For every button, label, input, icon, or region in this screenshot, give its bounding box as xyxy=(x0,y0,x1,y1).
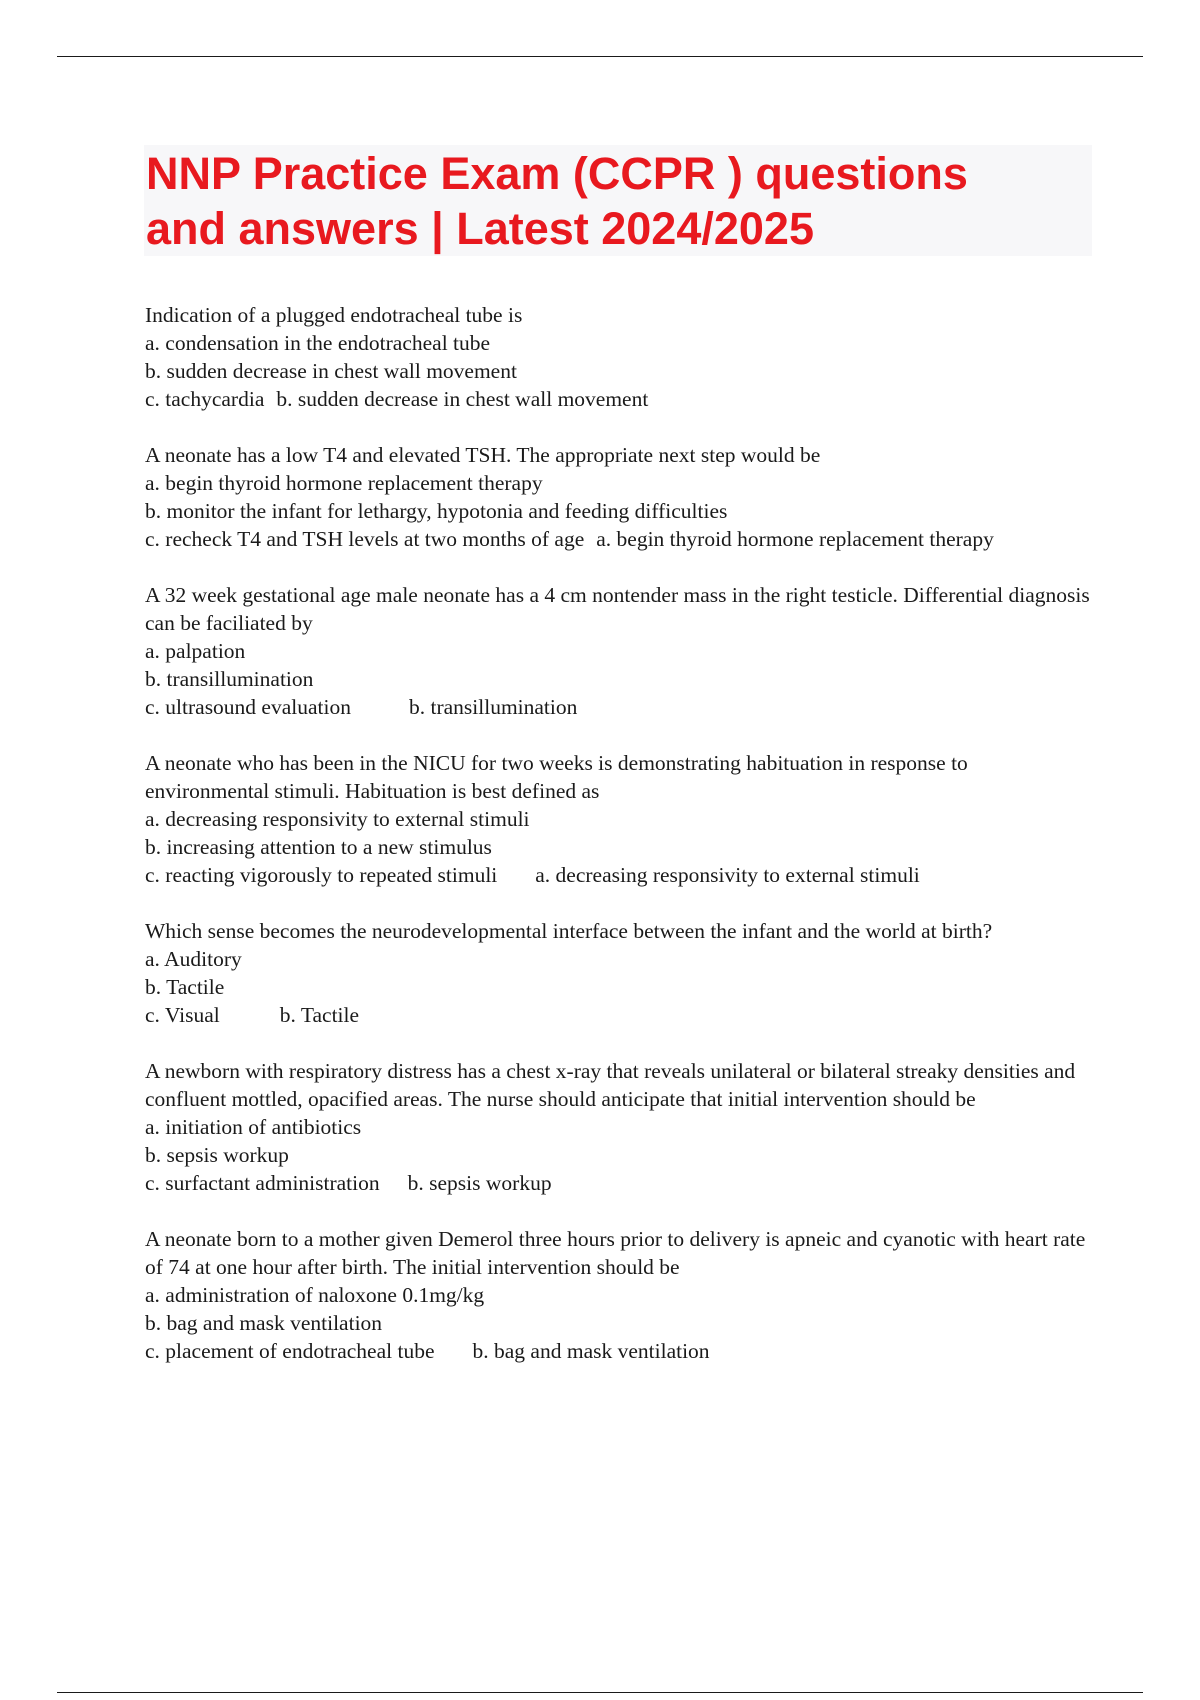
footer-rule xyxy=(57,1692,1143,1693)
question-text: A newborn with respiratory distress has a chest x-ray that reveals unilateral or bilateral streaky densities and confluent mottled, opacified areas. The nurse should anticipate that initial intervention should be xyxy=(145,1059,1076,1111)
answer-text: a. decreasing responsivity to external stimuli xyxy=(535,863,920,887)
qa-list xyxy=(145,301,1095,1393)
question-text: Which sense becomes the neurodevelopmental interface between the infant and the world at birth? xyxy=(145,919,993,943)
option-a: a. begin thyroid hormone replacement therapy xyxy=(145,471,543,495)
answer-text: b. sepsis workup xyxy=(407,1171,552,1195)
answer-text: b. Tactile xyxy=(279,1003,360,1027)
option-b: b. Tactile xyxy=(145,975,225,999)
qa-item-5 xyxy=(145,917,1095,1029)
answer-text: b. bag and mask ventilation xyxy=(472,1339,710,1363)
document-title xyxy=(146,146,1092,256)
qa-item-7 xyxy=(145,1225,1095,1365)
question-text: Indication of a plugged endotracheal tube is xyxy=(145,303,523,327)
option-c: c. reacting vigorously to repeated stimuli xyxy=(145,863,498,887)
qa-item-6 xyxy=(145,1057,1095,1197)
option-c: c. ultrasound evaluation xyxy=(145,695,351,719)
option-c: c. surfactant administration xyxy=(145,1171,380,1195)
option-c: c. recheck T4 and TSH levels at two months of age xyxy=(145,527,585,551)
option-c: c. tachycardia xyxy=(145,387,265,411)
option-b: b. transillumination xyxy=(145,667,314,691)
question-text: A neonate has a low T4 and elevated TSH. The appropriate next step would be xyxy=(145,443,821,467)
question-text: A 32 week gestational age male neonate has a 4 cm nontender mass in the right testicle. Differential diagnosis can be faciliated by xyxy=(145,583,1090,635)
option-a: a. condensation in the endotracheal tube xyxy=(145,331,491,355)
qa-item-4 xyxy=(145,749,1095,889)
option-a: a. palpation xyxy=(145,639,246,663)
answer-text: b. transillumination xyxy=(408,695,578,719)
answer-text: b. sudden decrease in chest wall movement xyxy=(276,387,649,411)
title-banner xyxy=(144,145,1092,256)
header-rule xyxy=(57,56,1143,57)
option-a: a. decreasing responsivity to external stimuli xyxy=(145,807,530,831)
qa-item-3 xyxy=(145,581,1095,721)
option-b: b. monitor the infant for lethargy, hypotonia and feeding difficulties xyxy=(145,499,728,523)
option-c: c. Visual xyxy=(145,1003,220,1027)
question-text: A neonate born to a mother given Demerol three hours prior to delivery is apneic and cyanotic with heart rate of 74 at one hour after birth. The initial intervention should be xyxy=(145,1227,1086,1279)
option-c: c. placement of endotracheal tube xyxy=(145,1339,435,1363)
qa-item-1 xyxy=(145,301,1095,413)
option-b: b. sepsis workup xyxy=(145,1143,289,1167)
option-b: b. increasing attention to a new stimulus xyxy=(145,835,492,859)
option-b: b. sudden decrease in chest wall movement xyxy=(145,359,517,383)
title-line-2: and answers | Latest 2024/2025 xyxy=(146,203,814,254)
qa-item-2 xyxy=(145,441,1095,553)
question-text: A neonate who has been in the NICU for two weeks is demonstrating habituation in response to environmental stimuli. Habituation is best defined as xyxy=(145,751,968,803)
option-a: a. Auditory xyxy=(145,947,242,971)
option-a: a. administration of naloxone 0.1mg/kg xyxy=(145,1283,485,1307)
answer-text: a. begin thyroid hormone replacement therapy xyxy=(596,527,994,551)
option-a: a. initiation of antibiotics xyxy=(145,1115,362,1139)
title-line-1: NNP Practice Exam (CCPR ) questions xyxy=(146,148,968,199)
option-b: b. bag and mask ventilation xyxy=(145,1311,383,1335)
